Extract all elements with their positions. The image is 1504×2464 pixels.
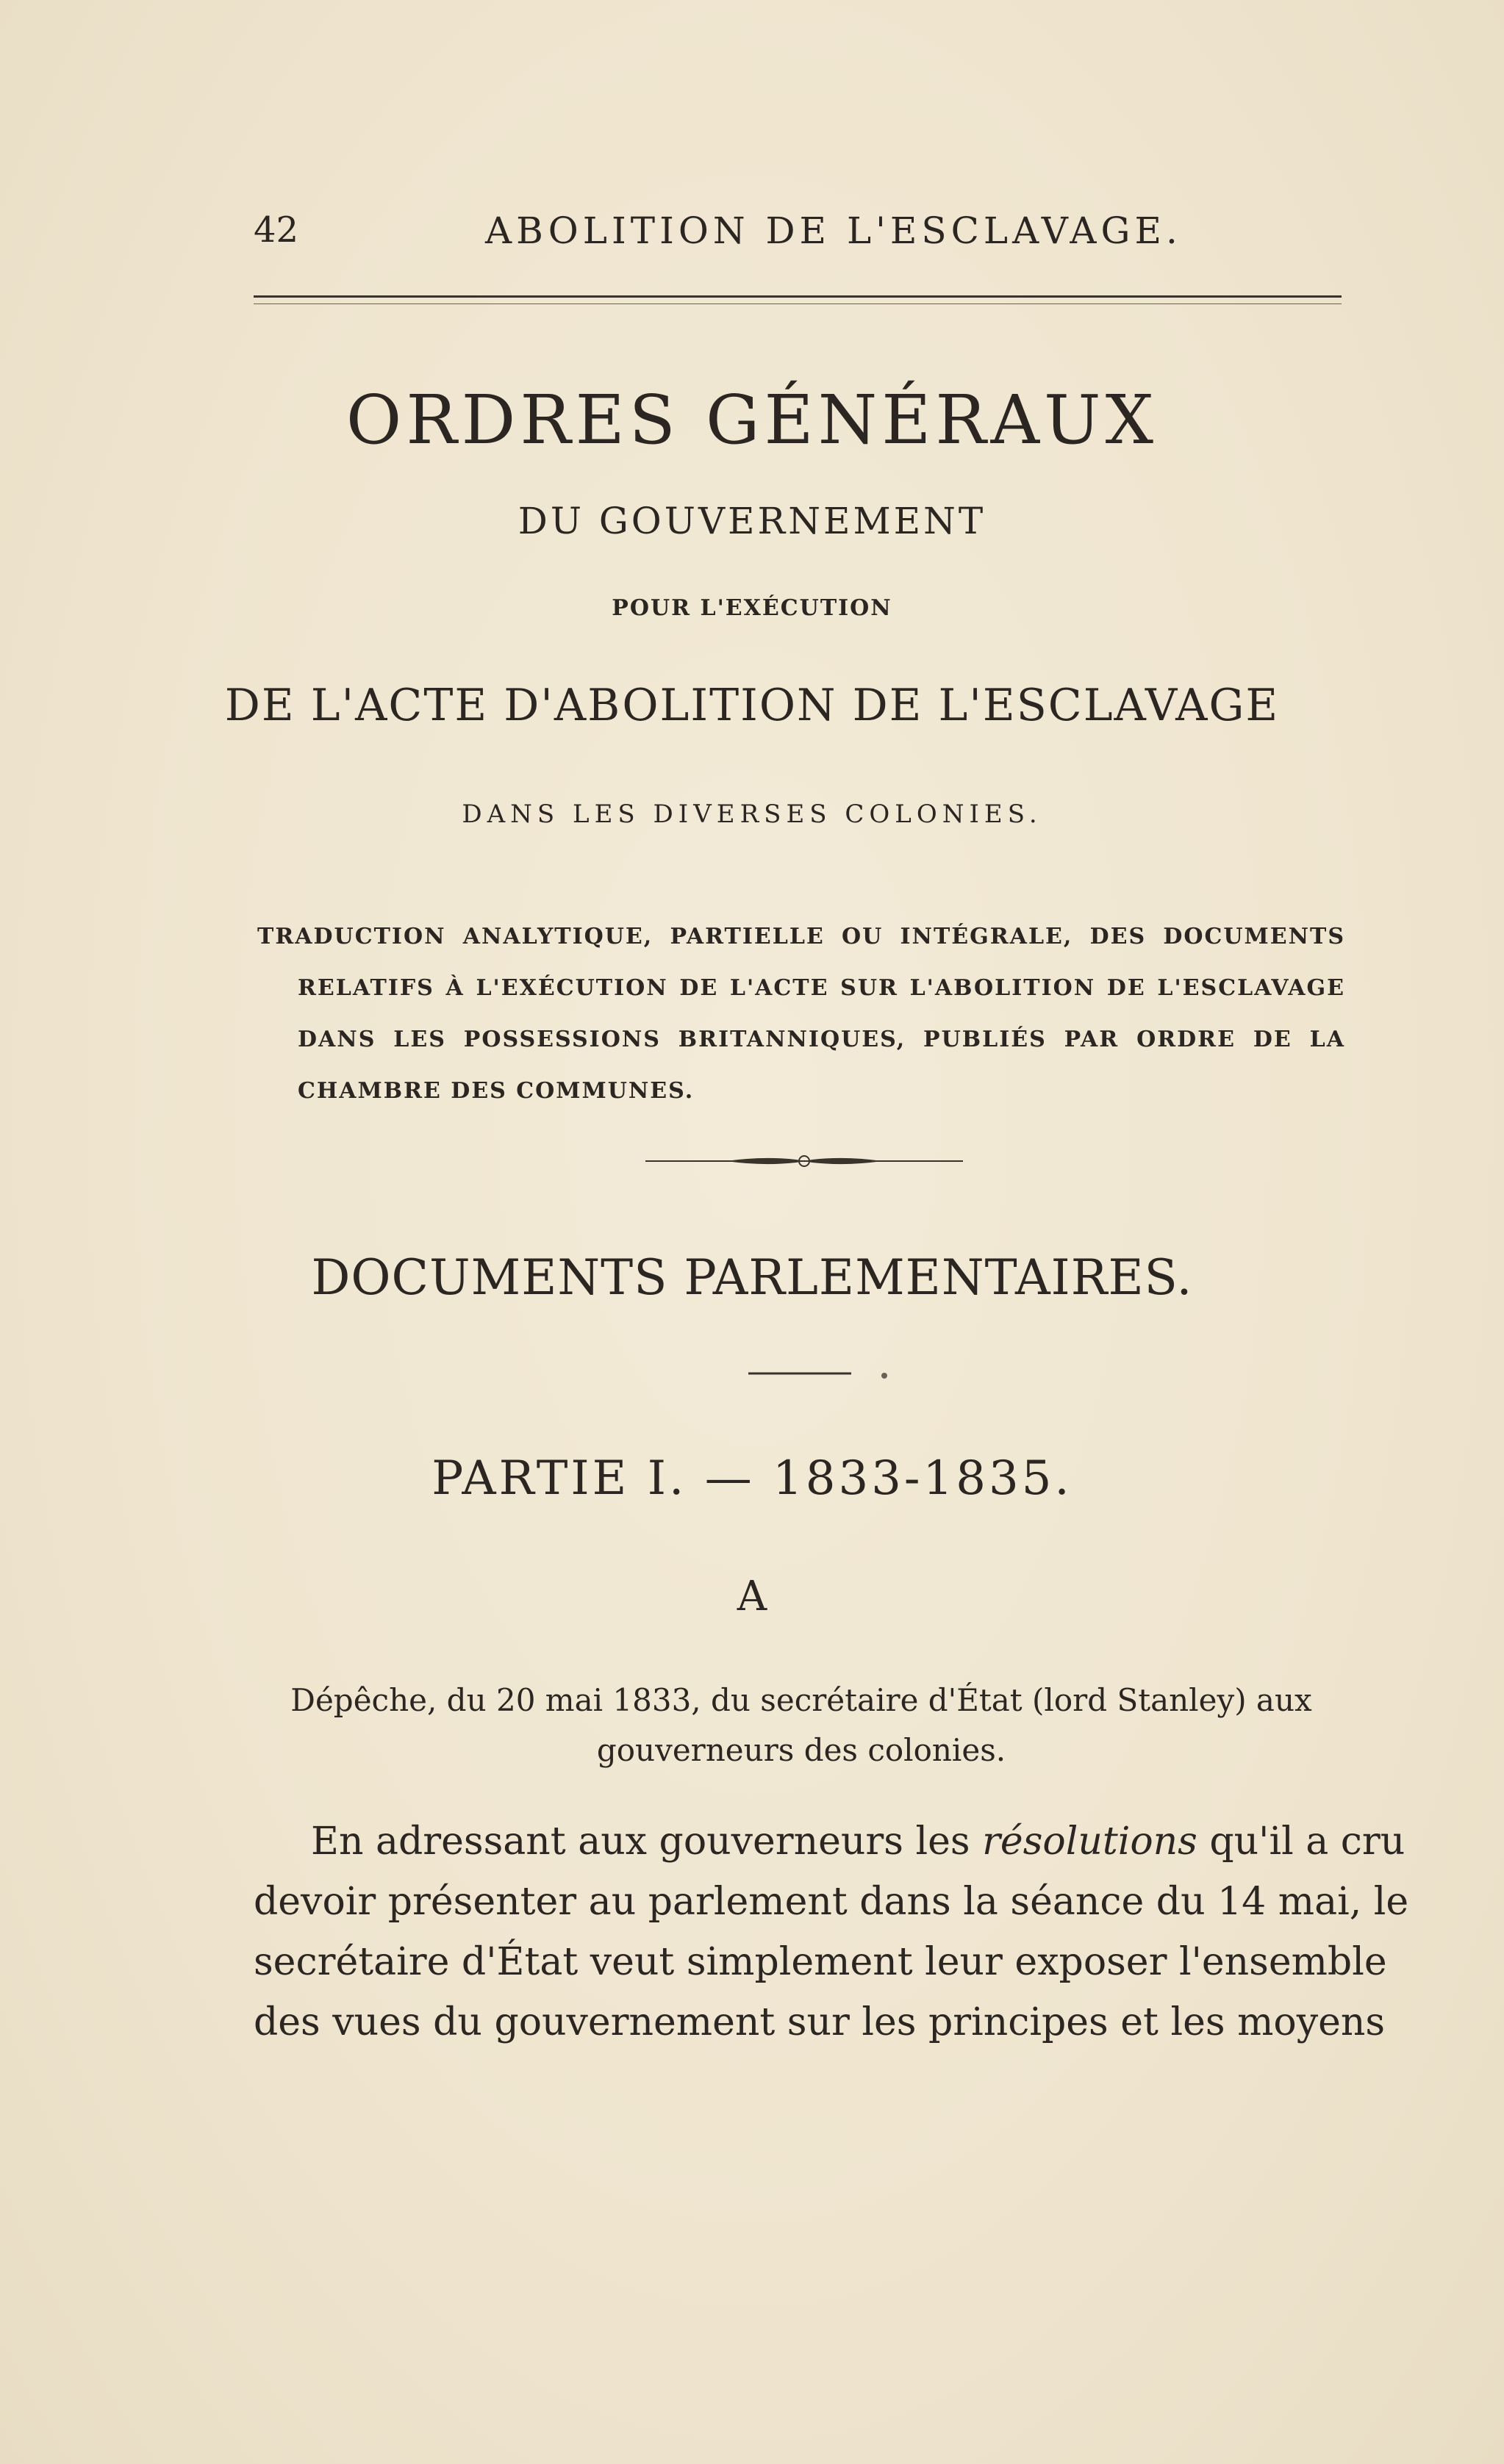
title-line-3: POUR L'EXÉCUTION <box>612 595 892 621</box>
body-line <box>254 1811 1405 1872</box>
body-line: des vues du gouvernement sur les principes et les moyens <box>254 2000 1386 2044</box>
running-title: ABOLITION DE L'ESCLAVAGE. <box>485 209 1182 252</box>
title-line-5: DANS LES DIVERSES COLONIES. <box>462 800 1042 829</box>
title-line-2: DU GOUVERNEMENT <box>518 500 986 542</box>
summary-line: DANS LES POSSESSIONS BRITANNIQUES, PUBLIÉS PAR ORDRE DE LA <box>298 1027 1345 1052</box>
section-heading: DOCUMENTS PARLEMENTAIRES. <box>311 1249 1193 1306</box>
header-rule <box>254 295 1342 304</box>
running-header <box>254 209 1342 261</box>
main-title: ORDRES GÉNÉRAUX <box>345 381 1159 459</box>
ornamental-divider <box>645 1150 963 1172</box>
body-line: devoir présenter au parlement dans la séance du 14 mai, le <box>254 1880 1409 1924</box>
part-heading: PARTIE I. — 1833-1835. <box>431 1451 1073 1506</box>
summary-line: TRADUCTION ANALYTIQUE, PARTIELLE OU INTÉGRALE, DES DOCUMENTS <box>257 924 1345 949</box>
body-text-run: qu'il a cru <box>1197 1820 1405 1864</box>
body-paragraph <box>254 1811 1409 2052</box>
page-number: 42 <box>254 209 299 251</box>
body-text-run: En adressant aux gouverneurs les <box>311 1820 983 1864</box>
dispatch-line: Dépêche, du 20 mai 1833, du secrétaire d'État (lord Stanley) aux <box>290 1682 1312 1718</box>
summary-paragraph <box>257 911 1345 1117</box>
dispatch-caption <box>254 1675 1349 1775</box>
short-divider <box>748 1367 895 1382</box>
summary-line: RELATIFS À L'EXÉCUTION DE L'ACTE SUR L'ABOLITION DE L'ESCLAVAGE <box>298 975 1345 1001</box>
body-line: secrétaire d'État veut simplement leur exposer l'ensemble <box>254 1940 1387 1984</box>
dispatch-line: gouverneurs des colonies. <box>596 1732 1006 1768</box>
italic-term: résolutions <box>982 1820 1197 1864</box>
title-line-4: DE L'ACTE D'ABOLITION DE L'ESCLAVAGE <box>224 680 1280 731</box>
document-letter: A <box>737 1573 767 1620</box>
summary-line: CHAMBRE DES COMMUNES. <box>298 1078 695 1104</box>
